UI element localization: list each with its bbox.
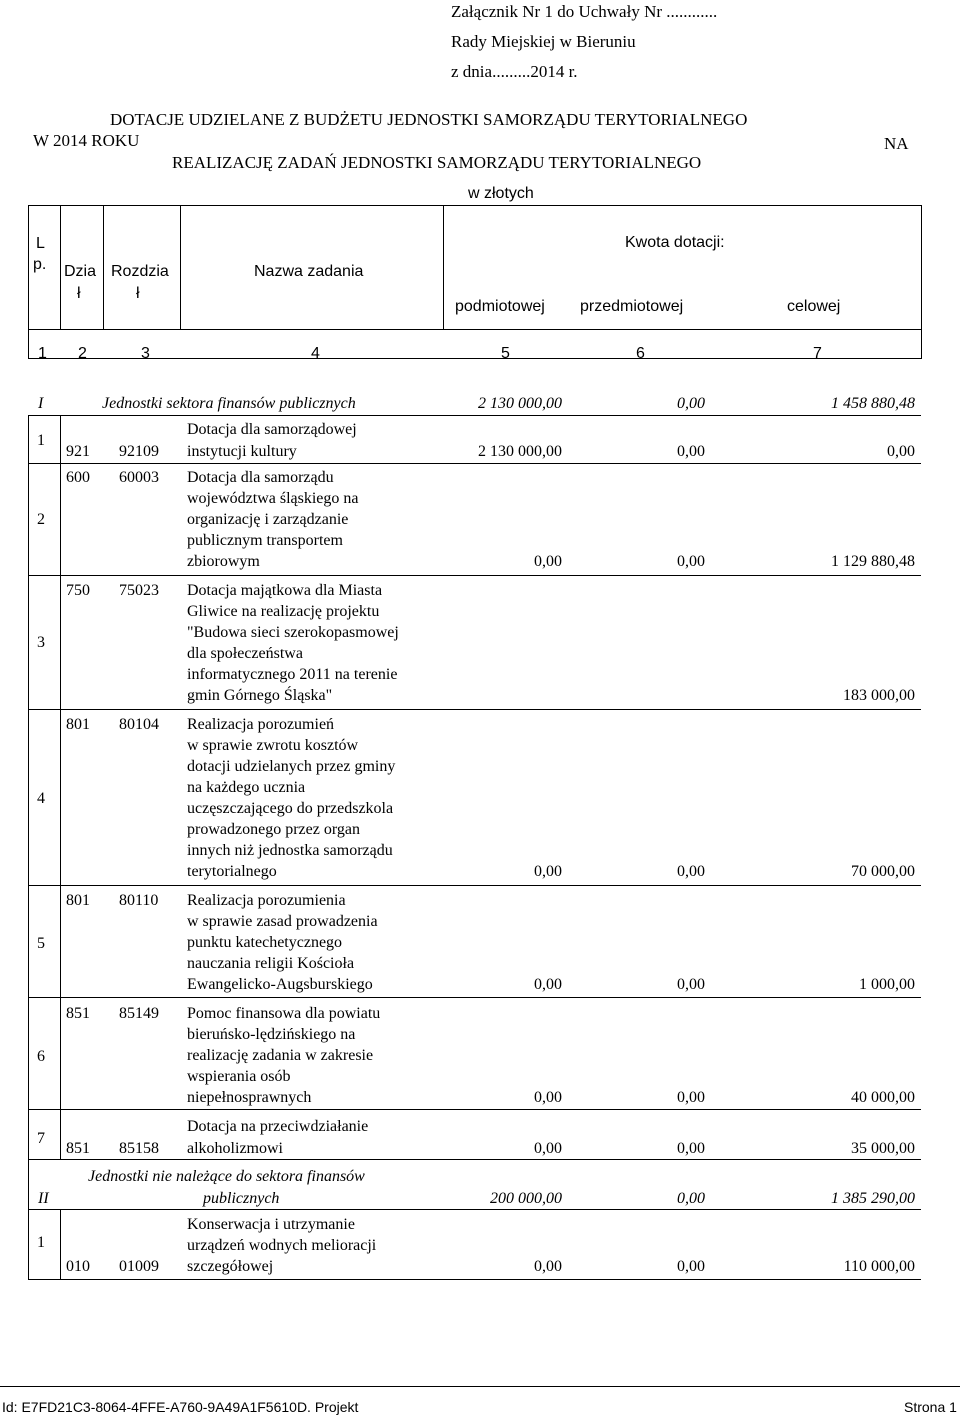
colnum-7: 7 — [813, 345, 822, 362]
row4-lp: 4 — [37, 790, 45, 807]
title-line-3: REALIZACJĘ ZADAŃ JEDNOSTKI SAMORZĄDU TERYTORIALNEGO — [172, 153, 702, 172]
colnum-1: 1 — [38, 345, 47, 362]
row8-bottom — [28, 1279, 921, 1280]
title-line-1: DOTACJE UDZIELANE Z BUDŻETU JEDNOSTKI SAMORZĄDU TERYTORIALNEGO — [110, 110, 748, 129]
row7-lp-divider — [60, 1110, 61, 1160]
row3-name-3: "Budowa sieci szerokopasmowej — [187, 624, 399, 641]
row5-name-5: Ewangelicko-Augsburskiego — [187, 976, 373, 993]
row6-name-5: niepełnosprawnych — [187, 1089, 312, 1106]
row7-rozdzial: 85158 — [119, 1140, 159, 1157]
row7-cel: 35 000,00 — [851, 1140, 915, 1157]
col-rozdzial-2: ł — [136, 285, 140, 302]
colnum-left-border — [28, 329, 29, 359]
row1-lp: 1 — [37, 432, 45, 449]
col-dzial-1: Dzia — [64, 263, 97, 280]
row2-name-5: zbiorowym — [187, 553, 260, 570]
colnum-right-border — [921, 329, 922, 359]
row6-lp: 6 — [37, 1048, 45, 1065]
row2-cel: 1 129 880,48 — [831, 553, 915, 570]
section2-przedm: 0,00 — [677, 1190, 705, 1207]
row5-bottom — [28, 997, 921, 998]
row5-cel: 1 000,00 — [859, 976, 915, 993]
row8-lp-divider — [60, 1210, 61, 1280]
row6-podm: 0,00 — [534, 1089, 562, 1106]
row5-lp-divider — [60, 886, 61, 998]
row2-przedm: 0,00 — [677, 553, 705, 570]
row6-name-2: bieruńsko-lędzińskiego na — [187, 1026, 356, 1043]
row3-bottom — [28, 709, 921, 710]
header-line-3: z dnia.........2014 r. — [451, 62, 578, 81]
row7-bottom — [28, 1159, 921, 1160]
row1-name-2: instytucji kultury — [187, 443, 297, 460]
col-podmiotowej: podmiotowej — [455, 298, 545, 315]
row6-name-1: Pomoc finansowa dla powiatu — [187, 1005, 381, 1022]
section2-label-2: publicznych — [203, 1190, 280, 1207]
row2-dzial: 600 — [66, 469, 90, 486]
row6-rozdzial: 85149 — [119, 1005, 159, 1022]
section2-num: II — [38, 1190, 49, 1207]
header-top-border — [28, 205, 921, 206]
row2-lp-divider — [60, 464, 61, 576]
row1-przedm: 0,00 — [677, 443, 705, 460]
row7-podm: 0,00 — [534, 1140, 562, 1157]
row8-lp: 1 — [37, 1234, 45, 1251]
row4-name-1: Realizacja porozumień — [187, 716, 335, 733]
row1-bottom — [28, 463, 921, 464]
row4-bottom — [28, 885, 921, 886]
row2-rozdzial: 60003 — [119, 469, 159, 486]
row3-name-2: Gliwice na realizację projektu — [187, 603, 380, 620]
row5-podm: 0,00 — [534, 976, 562, 993]
row3-name-6: gmin Górnego Śląska" — [187, 687, 333, 704]
row5-name-3: punktu katechetycznego — [187, 934, 343, 951]
row5-name-1: Realizacja porozumienia — [187, 892, 346, 909]
row7-name-1: Dotacja na przeciwdziałanie — [187, 1118, 369, 1135]
section1-przedm: 0,00 — [677, 395, 705, 412]
row6-dzial: 851 — [66, 1005, 90, 1022]
row8-rozdzial: 01009 — [119, 1258, 159, 1275]
row2-name-3: organizację i zarządzanie — [187, 511, 349, 528]
row8-podm: 0,00 — [534, 1258, 562, 1275]
colnum-5: 5 — [501, 345, 510, 362]
row3-dzial: 750 — [66, 582, 90, 599]
row6-przedm: 0,00 — [677, 1089, 705, 1106]
row5-lp: 5 — [37, 935, 45, 952]
col-dzial-2: ł — [77, 285, 81, 302]
row5-name-4: nauczania religii Kościoła — [187, 955, 355, 972]
header-left-border — [28, 205, 29, 330]
section1-num: I — [38, 395, 44, 412]
row8-name-3: szczegółowej — [187, 1258, 274, 1275]
row6-lp-divider — [60, 998, 61, 1110]
header-bottom-border — [28, 329, 921, 330]
row4-podm: 0,00 — [534, 863, 562, 880]
header-divider-1 — [60, 205, 61, 330]
row1-cel: 0,00 — [887, 443, 915, 460]
unit-label: w złotych — [468, 185, 534, 202]
row4-name-5: uczęszczającego do przedszkola — [187, 800, 394, 817]
lp-column-left-border — [28, 416, 29, 1280]
colnum-bottom-border — [28, 358, 921, 359]
row1-rozdzial: 92109 — [119, 443, 159, 460]
col-celowej: celowej — [787, 298, 841, 315]
header-divider-3 — [180, 205, 181, 330]
footer-id: Id: E7FD21C3-8064-4FFE-A760-9A49A1F5610D. Projekt — [2, 1399, 359, 1415]
col-lp-l: L — [36, 235, 45, 252]
row2-podm: 0,00 — [534, 553, 562, 570]
title-line-2b: NA — [884, 134, 909, 153]
row8-przedm: 0,00 — [677, 1258, 705, 1275]
row3-name-4: dla społeczeństwa — [187, 645, 303, 662]
footer-page: Strona 1 — [904, 1399, 957, 1415]
row3-lp-divider — [60, 576, 61, 710]
header-divider-2 — [103, 205, 104, 330]
header-divider-4 — [443, 205, 444, 330]
col-nazwa: Nazwa zadania — [254, 263, 364, 280]
row6-name-4: wspierania osób — [187, 1068, 291, 1085]
row4-name-8: terytorialnego — [187, 863, 277, 880]
colnum-6: 6 — [636, 345, 645, 362]
footer-rule — [0, 1386, 960, 1387]
row4-dzial: 801 — [66, 716, 90, 733]
row4-cel: 70 000,00 — [851, 863, 915, 880]
row3-lp: 3 — [37, 634, 45, 651]
colnum-3: 3 — [141, 345, 150, 362]
row3-name-5: informatycznego 2011 na terenie — [187, 666, 398, 683]
section2-podm: 200 000,00 — [490, 1190, 562, 1207]
row6-cel: 40 000,00 — [851, 1089, 915, 1106]
colnum-2: 2 — [78, 345, 87, 362]
row2-name-1: Dotacja dla samorządu — [187, 469, 334, 486]
row5-rozdzial: 80110 — [119, 892, 159, 909]
section1-label: Jednostki sektora finansów publicznych — [102, 395, 356, 412]
title-line-2a: W 2014 ROKU — [33, 131, 140, 150]
colnum-4: 4 — [311, 345, 320, 362]
row4-name-6: prowadzonego przez organ — [187, 821, 360, 838]
row5-przedm: 0,00 — [677, 976, 705, 993]
row4-lp-divider — [60, 710, 61, 886]
row3-cel: 183 000,00 — [843, 687, 915, 704]
header-line-1: Załącznik Nr 1 do Uchwały Nr ............ — [451, 2, 718, 21]
row4-name-2: w sprawie zwrotu kosztów — [187, 737, 359, 754]
section2-cel: 1 385 290,00 — [831, 1190, 915, 1207]
row2-name-4: publicznym transportem — [187, 532, 343, 549]
row8-name-2: urządzeń wodnych melioracji — [187, 1237, 377, 1254]
row7-dzial: 851 — [66, 1140, 90, 1157]
row1-podm: 2 130 000,00 — [478, 443, 562, 460]
row4-przedm: 0,00 — [677, 863, 705, 880]
row7-name-2: alkoholizmowi — [187, 1140, 283, 1157]
row1-name-1: Dotacja dla samorządowej — [187, 421, 357, 438]
row1-lp-divider — [60, 416, 61, 464]
row6-name-3: realizację zadania w zakresie — [187, 1047, 374, 1064]
row8-dzial: 010 — [66, 1258, 90, 1275]
col-kwota: Kwota dotacji: — [625, 234, 725, 251]
row8-name-1: Konserwacja i utrzymanie — [187, 1216, 355, 1233]
row8-cel: 110 000,00 — [843, 1258, 915, 1275]
section1-podm: 2 130 000,00 — [478, 395, 562, 412]
row1-dzial: 921 — [66, 443, 90, 460]
section1-cel: 1 458 880,48 — [831, 395, 915, 412]
row7-przedm: 0,00 — [677, 1140, 705, 1157]
header-line-2: Rady Miejskiej w Bieruniu — [451, 32, 636, 51]
row3-rozdzial: 75023 — [119, 582, 159, 599]
row4-name-4: na każdego ucznia — [187, 779, 306, 796]
section1-underline — [28, 415, 921, 416]
row2-bottom — [28, 575, 921, 576]
row2-name-2: województwa śląskiego na — [187, 490, 359, 507]
row5-dzial: 801 — [66, 892, 90, 909]
row4-name-7: innych niż jednostka samorządu — [187, 842, 393, 859]
row3-name-1: Dotacja majątkowa dla Miasta — [187, 582, 383, 599]
col-przedmiotowej: przedmiotowej — [580, 298, 684, 315]
row2-lp: 2 — [37, 511, 45, 528]
row5-name-2: w sprawie zasad prowadzenia — [187, 913, 378, 930]
col-lp-p: p. — [33, 256, 47, 273]
row4-name-3: dotacji udzielanych przez gminy — [187, 758, 396, 775]
header-right-border — [921, 205, 922, 330]
section2-underline — [28, 1209, 921, 1210]
row4-rozdzial: 80104 — [119, 716, 159, 733]
col-rozdzial-1: Rozdzia — [111, 263, 169, 280]
row7-lp: 7 — [37, 1130, 45, 1147]
section2-label-1: Jednostki nie należące do sektora finansów — [88, 1168, 365, 1185]
row6-bottom — [28, 1109, 921, 1110]
